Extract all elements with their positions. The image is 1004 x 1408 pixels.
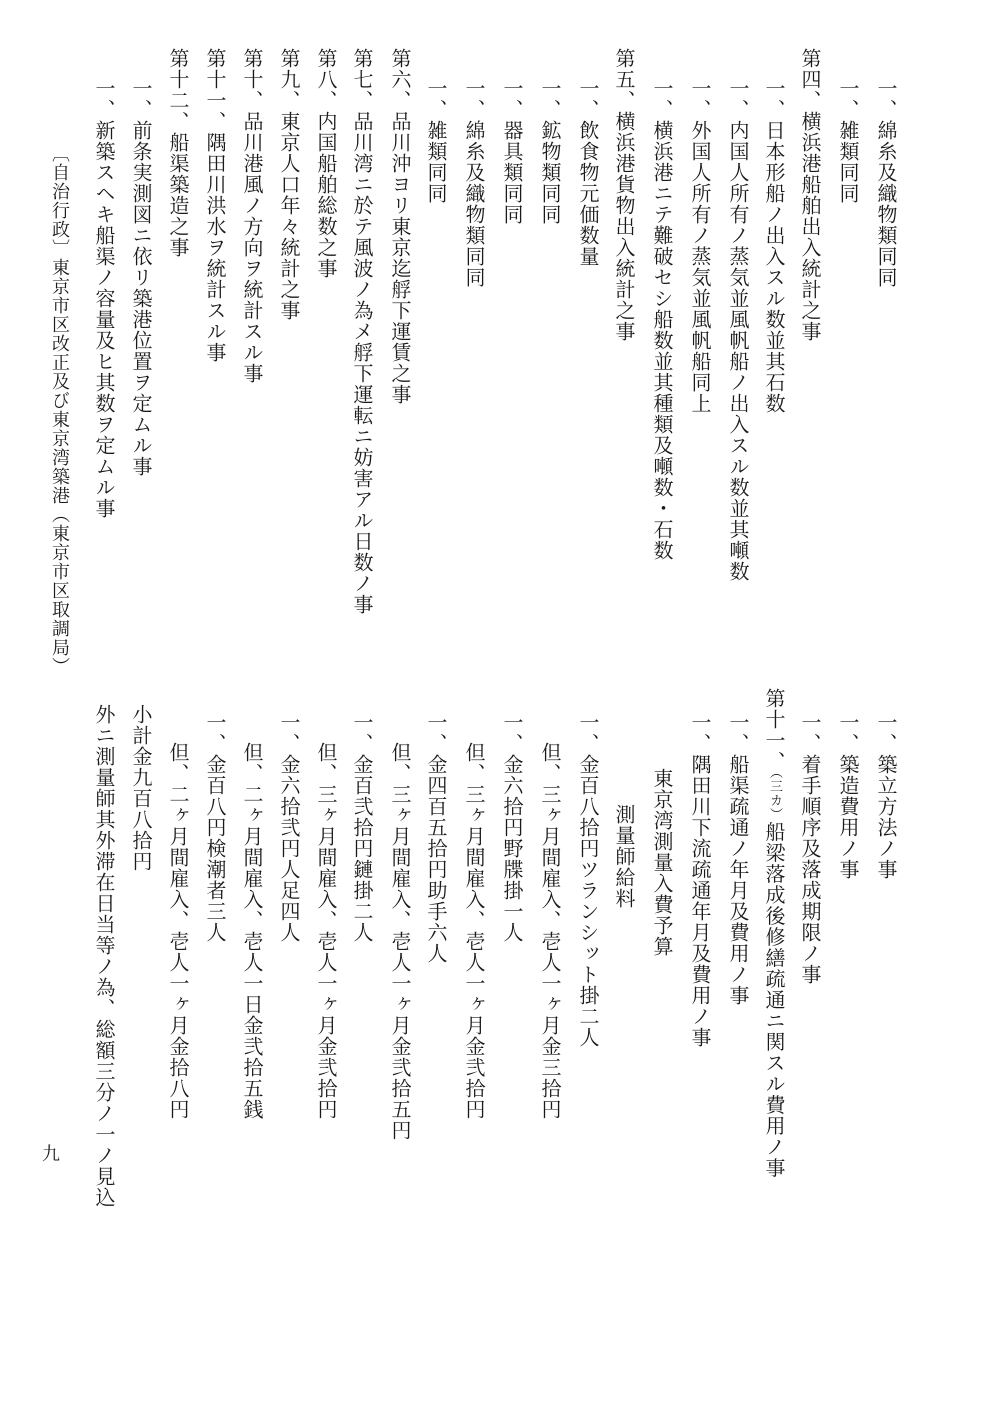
lower-line-14: 但、三ヶ月間雇入、壱人一ヶ月金弐拾五円 bbox=[388, 742, 412, 1141]
upper-heading-8: 第八、内国船舶総数之事 bbox=[314, 48, 338, 279]
line-value: 鏈掛二人 bbox=[350, 859, 374, 943]
lower-line-12: 但、三ヶ月間雇入、壱人一ヶ月金弐拾円 bbox=[462, 742, 486, 1120]
upper-line-6: 一、外国人所有ノ蒸気並風帆船同上 bbox=[688, 78, 712, 414]
line-text: 一、金六拾弐円 bbox=[277, 712, 301, 859]
upper-line-22: 一、新築スヘキ船渠ノ容量及ヒ其数ヲ定ムル事 bbox=[92, 78, 116, 519]
line-value: 助手六人 bbox=[424, 880, 448, 964]
page-number: 九 bbox=[42, 1144, 60, 1165]
line-value: 同 bbox=[538, 204, 562, 225]
budget-title: 東京湾測量入費予算 bbox=[650, 768, 674, 957]
lower-line-16: 但、三ヶ月間雇入、壱人一ヶ月金弐拾円 bbox=[314, 742, 338, 1120]
line-text: 一、金百八円 bbox=[203, 712, 227, 838]
line-text: 一、綿糸及織物類 bbox=[462, 78, 486, 246]
lower-line-22: 外ニ測量師其外滞在日当等ノ為、総額三分ノ一ノ見込 bbox=[92, 704, 116, 1208]
upper-line-13 bbox=[426, 78, 446, 204]
upper-heading-7: 第七、品川湾ニ於テ風波ノ為メ艀下運転ニ妨害アル日数ノ事 bbox=[350, 48, 374, 615]
lower-line-2: 一、築造費用ノ事 bbox=[836, 712, 860, 880]
line-value: 同 bbox=[424, 183, 448, 204]
line-value: 同 bbox=[538, 183, 562, 204]
upper-heading-9: 第九、東京人口年々統計之事 bbox=[277, 48, 301, 321]
upper-heading-10: 第十、品川港風ノ方向ヲ統計スル事 bbox=[240, 48, 264, 384]
magazine-name: 〔自治行政〕 bbox=[49, 144, 70, 258]
editor-note: （三カ） bbox=[767, 772, 782, 822]
upper-line-7: 一、横浜港ニテ難破セシ船数並其種類及噸数・石数 bbox=[650, 78, 674, 561]
line-text: 一、金百弐拾円 bbox=[350, 712, 374, 859]
line-text: 一、飲食物 bbox=[576, 78, 600, 183]
line-value: 人足四人 bbox=[277, 859, 301, 943]
heading-number: 第十一、 bbox=[762, 688, 786, 772]
upper-line-10 bbox=[540, 78, 560, 225]
source-note: （東京市区取調局） bbox=[49, 505, 70, 676]
line-text: 一、鉱物類 bbox=[538, 78, 562, 183]
upper-line-5: 一、内国人所有ノ蒸気並風帆船ノ出入スル数並其噸数 bbox=[726, 78, 750, 582]
upper-heading-6: 第六、品川沖ヨリ東京迄艀下運賃之事 bbox=[388, 48, 412, 405]
upper-heading-5: 第五、横浜港貨物出入統計之事 bbox=[612, 48, 636, 342]
upper-line-11 bbox=[502, 78, 522, 225]
line-text: 一、器具類 bbox=[500, 78, 524, 183]
lower-line-10: 但、三ヶ月間雇入、壱人一ヶ月金三拾円 bbox=[538, 742, 562, 1120]
line-value: 同 bbox=[500, 183, 524, 204]
lower-line-9 bbox=[578, 712, 598, 1048]
line-value: 野牒掛一人 bbox=[500, 838, 524, 943]
line-value: 同 bbox=[424, 162, 448, 183]
subtotal: 小計金九百八拾円 bbox=[129, 704, 153, 872]
line-value: 同 bbox=[462, 246, 486, 267]
lower-line-20: 但、二ヶ月間雇入、壱人一ヶ月金拾八円 bbox=[166, 742, 190, 1120]
lower-line-3: 一、着手順序及落成期限ノ事 bbox=[798, 712, 822, 985]
line-value: ツランシット掛二人 bbox=[576, 859, 600, 1048]
upper-line-4: 一、日本形船ノ出入スル数並其石数 bbox=[762, 78, 786, 414]
upper-line-12 bbox=[464, 78, 484, 288]
line-text: 一、雑類 bbox=[836, 78, 860, 162]
heading-text: 船梁落成後修繕疏通ニ関スル費用ノ事 bbox=[762, 821, 786, 1179]
lower-line-5: 一、船渠疏通ノ年月及費用ノ事 bbox=[726, 712, 750, 1006]
lower-line-17 bbox=[279, 712, 299, 943]
upper-heading-12: 第十二、船渠築造之事 bbox=[166, 48, 190, 258]
upper-line-2 bbox=[838, 78, 858, 204]
upper-line-21: 一、前条実測図ニ依リ築港位置ヲ定ムル事 bbox=[129, 78, 153, 477]
line-text: 一、雑類 bbox=[424, 78, 448, 162]
upper-heading-4: 第四、横浜港船舶出入統計之事 bbox=[798, 48, 822, 342]
lower-line-19 bbox=[205, 712, 225, 943]
lower-line-13 bbox=[426, 712, 446, 964]
line-value: 同 bbox=[874, 246, 898, 267]
lower-line-6: 一、隅田川下流疏通年月及費用ノ事 bbox=[688, 712, 712, 1048]
line-text: 一、金六拾円 bbox=[500, 712, 524, 838]
line-value: 数量 bbox=[576, 225, 600, 267]
line-value: 検潮者三人 bbox=[203, 838, 227, 943]
line-text: 一、綿糸及織物類 bbox=[874, 78, 898, 246]
line-value: 同 bbox=[874, 267, 898, 288]
lower-line-18: 但、二ヶ月間雇入、壱人一日金弐拾五銭 bbox=[240, 742, 264, 1120]
line-value: 同 bbox=[836, 162, 860, 183]
line-value: 同 bbox=[500, 204, 524, 225]
line-value: 同 bbox=[836, 183, 860, 204]
lower-heading-11 bbox=[764, 688, 784, 1179]
running-title: 東京市区改正及び東京湾築港 bbox=[49, 258, 70, 505]
line-text: 一、金百八拾円 bbox=[576, 712, 600, 859]
upper-line-1 bbox=[876, 78, 896, 288]
line-text: 一、金四百五拾円 bbox=[424, 712, 448, 880]
line-value: 同 bbox=[462, 267, 486, 288]
line-value: 元価 bbox=[576, 183, 600, 225]
running-header bbox=[50, 144, 68, 676]
lower-line-1: 一、築立方法ノ事 bbox=[874, 712, 898, 880]
lower-line-15 bbox=[352, 712, 372, 943]
budget-subtitle: 測量師給料 bbox=[612, 804, 636, 909]
lower-line-11 bbox=[502, 712, 522, 943]
upper-heading-11: 第十一、隅田川洪水ヲ統計スル事 bbox=[203, 48, 227, 363]
upper-line-9 bbox=[578, 78, 598, 267]
